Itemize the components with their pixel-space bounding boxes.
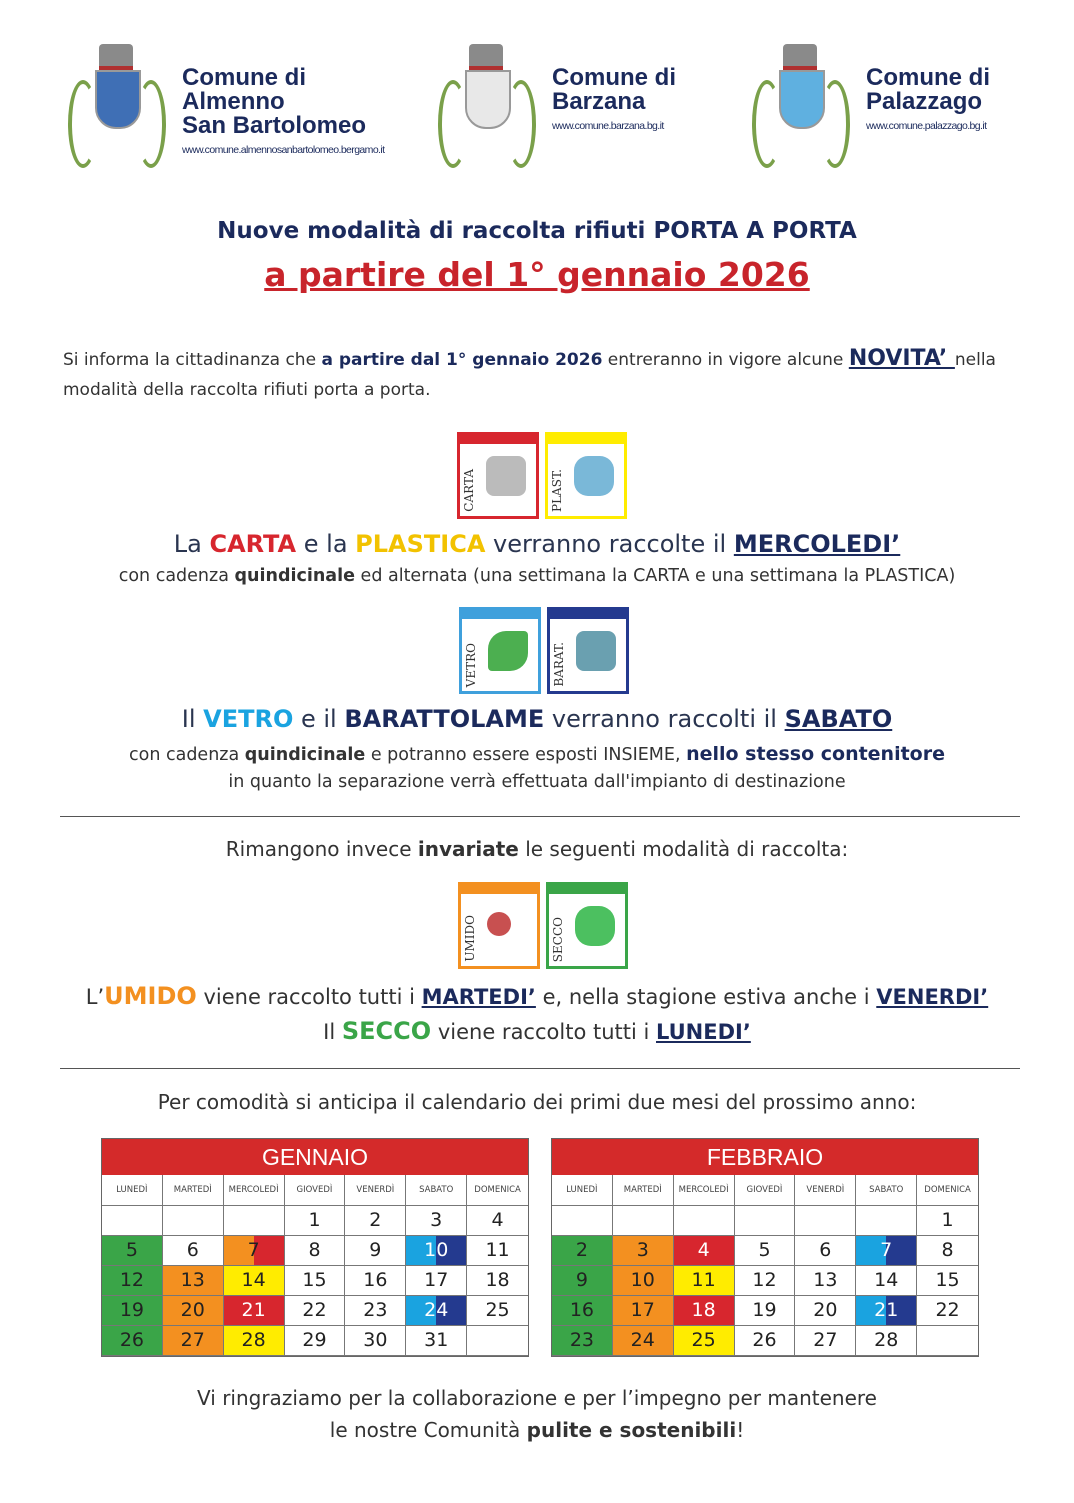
secco-bin-icon: SECCO bbox=[546, 882, 628, 969]
plastica-bin-icon: PLAST. bbox=[545, 432, 627, 519]
weekday-header: SABATO bbox=[406, 1175, 467, 1206]
weekday-header: GIOVEDÌ bbox=[735, 1175, 796, 1206]
calendar-day bbox=[224, 1206, 285, 1236]
barattolame-bin-icon: BARAT. bbox=[547, 607, 629, 694]
calendar-intro: Per comodità si anticipa il calendario dei primi due mesi del prossimo anno: bbox=[157, 1090, 917, 1114]
calendar-day: 22 bbox=[917, 1296, 978, 1326]
logo-barzana bbox=[432, 40, 676, 185]
calendar-day: 19 bbox=[735, 1296, 796, 1326]
calendar-day: 18 bbox=[674, 1296, 735, 1326]
calendar-gennaio bbox=[101, 1138, 529, 1357]
calendar-day: 25 bbox=[674, 1326, 735, 1356]
calendar-day: 22 bbox=[285, 1296, 346, 1326]
calendar-day bbox=[917, 1326, 978, 1356]
calendar-day bbox=[552, 1206, 613, 1236]
calendar-day: 6 bbox=[163, 1236, 224, 1266]
umido-line: L’UMIDO viene raccolto tutti i MARTEDI’ e, nella stagione estiva anche i VENERDI’ bbox=[85, 982, 989, 1010]
calendar-day: 2 bbox=[552, 1236, 613, 1266]
calendar-day: 7 bbox=[224, 1236, 285, 1266]
calendar-day: 4 bbox=[467, 1206, 528, 1236]
calendar-day: 27 bbox=[163, 1326, 224, 1356]
calendar-day: 26 bbox=[102, 1326, 163, 1356]
calendar-day bbox=[856, 1206, 917, 1236]
calendar-day: 3 bbox=[406, 1206, 467, 1236]
weekday-header: SABATO bbox=[856, 1175, 917, 1206]
page-subtitle: a partire del 1° gennaio 2026 bbox=[264, 255, 810, 294]
calendar-day bbox=[467, 1326, 528, 1356]
calendar-day: 6 bbox=[795, 1236, 856, 1266]
calendar-day: 9 bbox=[552, 1266, 613, 1296]
calendar-day: 20 bbox=[795, 1296, 856, 1326]
calendar-day: 12 bbox=[102, 1266, 163, 1296]
calendar-day: 9 bbox=[345, 1236, 406, 1266]
calendar-day: 8 bbox=[285, 1236, 346, 1266]
closing-line-1: Vi ringraziamo per la collaborazione e per l’impegno per mantenere bbox=[197, 1386, 877, 1410]
calendar-day: 11 bbox=[467, 1236, 528, 1266]
carta-plastica-line: La CARTA e la PLASTICA verranno raccolte il MERCOLEDI’ bbox=[173, 530, 901, 558]
calendar-day bbox=[735, 1206, 796, 1236]
weekday-header: DOMENICA bbox=[467, 1175, 528, 1206]
weekday-header: MARTEDÌ bbox=[163, 1175, 224, 1206]
weekday-header: LUNEDÌ bbox=[102, 1175, 163, 1206]
calendar-day bbox=[163, 1206, 224, 1236]
coat-of-arms-icon bbox=[432, 40, 542, 185]
intro-paragraph: Si informa la cittadinanza che a partire dal 1° gennaio 2026 entreranno in vigore alcune NOVITA’ nella modalità della raccolta rifiuti porta a porta. bbox=[63, 346, 996, 400]
vetro-bin-icon: VETRO bbox=[459, 607, 541, 694]
weekday-header: VENERDÌ bbox=[795, 1175, 856, 1206]
calendar-day: 2 bbox=[345, 1206, 406, 1236]
calendar-day: 10 bbox=[613, 1266, 674, 1296]
bins-umido-secco bbox=[458, 882, 628, 969]
calendar-day: 31 bbox=[406, 1326, 467, 1356]
calendar-day: 26 bbox=[735, 1326, 796, 1356]
calendar-day bbox=[674, 1206, 735, 1236]
bins-carta-plastica bbox=[457, 432, 627, 519]
calendar-day: 28 bbox=[856, 1326, 917, 1356]
comune-name: Comune di Barzana bbox=[552, 64, 676, 115]
calendar-day bbox=[102, 1206, 163, 1236]
secco-line: Il SECCO viene raccolto tutti i LUNEDI’ bbox=[323, 1017, 751, 1045]
calendar-day: 15 bbox=[285, 1266, 346, 1296]
closing-line-2: le nostre Comunità pulite e sostenibili! bbox=[329, 1418, 745, 1442]
calendar-day: 16 bbox=[552, 1296, 613, 1326]
calendar-day: 1 bbox=[917, 1206, 978, 1236]
comune-name: Comune di Almenno San Bartolomeo bbox=[182, 64, 367, 139]
calendar-day: 4 bbox=[674, 1236, 735, 1266]
invariate-line: Rimangono invece invariate le seguenti modalità di raccolta: bbox=[225, 837, 849, 861]
calendar-day: 30 bbox=[345, 1326, 406, 1356]
bins-vetro-barattolame bbox=[459, 607, 629, 694]
calendar-month: GENNAIO bbox=[102, 1139, 528, 1175]
calendar-day: 14 bbox=[856, 1266, 917, 1296]
comune-url: www.comune.palazzago.bg.it bbox=[866, 120, 987, 132]
comune-name: Comune di Palazzago bbox=[866, 64, 990, 115]
vetro-detail-2: in quanto la separazione verrà effettuata dall'impianto di destinazione bbox=[228, 772, 846, 792]
calendar-day: 11 bbox=[674, 1266, 735, 1296]
calendar-day: 3 bbox=[613, 1236, 674, 1266]
calendar-day: 13 bbox=[163, 1266, 224, 1296]
calendar-day: 8 bbox=[917, 1236, 978, 1266]
calendar-month: FEBBRAIO bbox=[552, 1139, 978, 1175]
divider bbox=[60, 1068, 1020, 1069]
calendar-day: 24 bbox=[406, 1296, 467, 1326]
calendar-day: 29 bbox=[285, 1326, 346, 1356]
calendar-day: 14 bbox=[224, 1266, 285, 1296]
calendar-day: 12 bbox=[735, 1266, 796, 1296]
calendar-day: 28 bbox=[224, 1326, 285, 1356]
logo-palazzago bbox=[746, 40, 990, 185]
coat-of-arms-icon bbox=[62, 40, 172, 185]
calendar-day: 5 bbox=[735, 1236, 796, 1266]
calendar-day: 15 bbox=[917, 1266, 978, 1296]
calendar-day: 20 bbox=[163, 1296, 224, 1326]
calendar-day: 10 bbox=[406, 1236, 467, 1266]
calendar-day: 1 bbox=[285, 1206, 346, 1236]
weekday-header: LUNEDÌ bbox=[552, 1175, 613, 1206]
calendar-day bbox=[613, 1206, 674, 1236]
weekday-header: GIOVEDÌ bbox=[285, 1175, 346, 1206]
weekday-header: MERCOLEDÌ bbox=[224, 1175, 285, 1206]
calendar-day: 5 bbox=[102, 1236, 163, 1266]
calendar-day: 21 bbox=[224, 1296, 285, 1326]
calendar-day: 18 bbox=[467, 1266, 528, 1296]
vetro-detail: con cadenza quindicinale e potranno essere esposti INSIEME, nello stesso contenitore bbox=[129, 743, 945, 765]
calendar-day: 27 bbox=[795, 1326, 856, 1356]
weekday-header: VENERDÌ bbox=[345, 1175, 406, 1206]
divider bbox=[60, 816, 1020, 817]
calendar-day: 21 bbox=[856, 1296, 917, 1326]
umido-bin-icon: UMIDO bbox=[458, 882, 540, 969]
carta-plastica-detail: con cadenza quindicinale ed alternata (una settimana la CARTA e una settimana la PLASTICA) bbox=[118, 566, 956, 586]
carta-bin-icon: CARTA bbox=[457, 432, 539, 519]
calendar-day: 23 bbox=[345, 1296, 406, 1326]
calendar-day: 25 bbox=[467, 1296, 528, 1326]
calendar-day: 16 bbox=[345, 1266, 406, 1296]
comune-url: www.comune.barzana.bg.it bbox=[552, 120, 664, 132]
calendar-febbraio bbox=[551, 1138, 979, 1357]
weekday-header: MARTEDÌ bbox=[613, 1175, 674, 1206]
calendar-day: 23 bbox=[552, 1326, 613, 1356]
calendar-day: 17 bbox=[613, 1296, 674, 1326]
calendar-day: 17 bbox=[406, 1266, 467, 1296]
calendar-day: 7 bbox=[856, 1236, 917, 1266]
calendar-day bbox=[795, 1206, 856, 1236]
weekday-header: MERCOLEDÌ bbox=[674, 1175, 735, 1206]
comune-url: www.comune.almennosanbartolomeo.bergamo.it bbox=[182, 144, 385, 156]
weekday-header: DOMENICA bbox=[917, 1175, 978, 1206]
coat-of-arms-icon bbox=[746, 40, 856, 185]
calendar-day: 19 bbox=[102, 1296, 163, 1326]
vetro-barattolame-line: Il VETRO e il BARATTOLAME verranno raccolti il SABATO bbox=[181, 705, 893, 733]
logo-almenno bbox=[62, 40, 384, 185]
calendar-day: 13 bbox=[795, 1266, 856, 1296]
page-title: Nuove modalità di raccolta rifiuti PORTA A PORTA bbox=[217, 218, 857, 244]
calendar-day: 24 bbox=[613, 1326, 674, 1356]
